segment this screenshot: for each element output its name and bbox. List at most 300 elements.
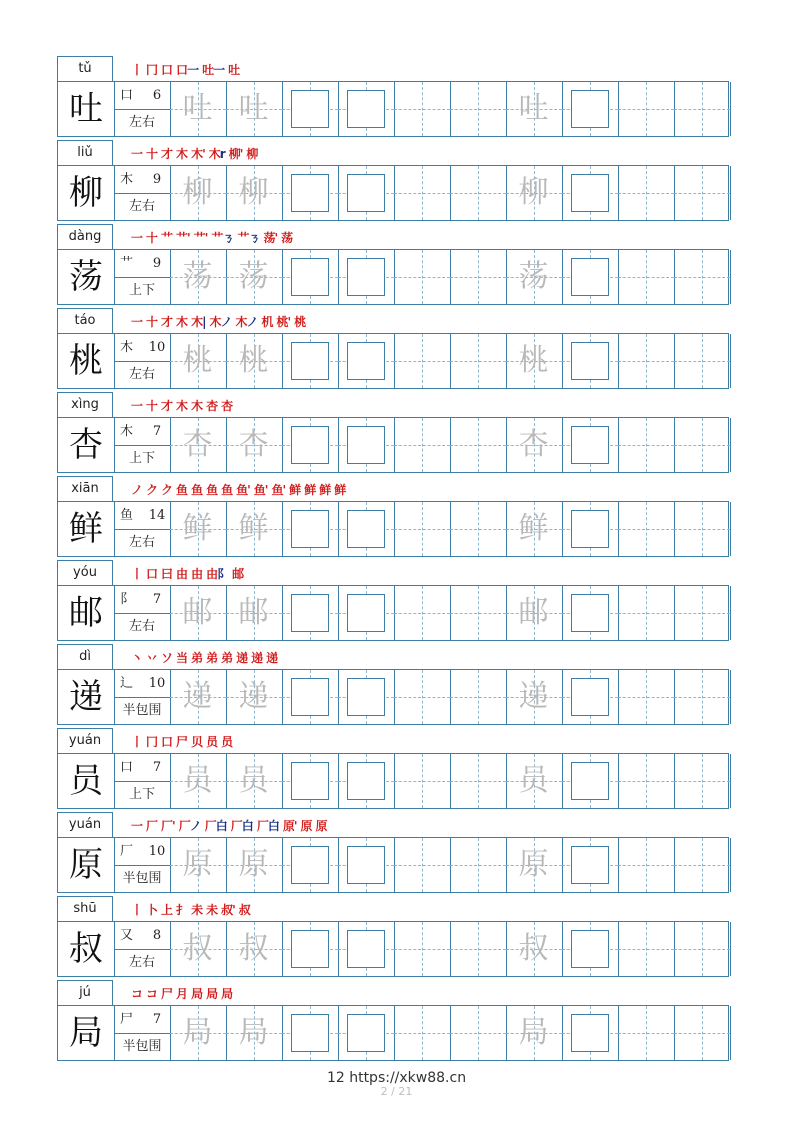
- stroke-order: [131, 817, 331, 839]
- writing-grid: [57, 753, 729, 809]
- stroke-step: 木: [176, 315, 188, 329]
- radical: 又: [120, 928, 134, 943]
- guide-line: [450, 277, 506, 278]
- stroke-step: 递: [236, 651, 248, 665]
- trace-character: 鲜: [238, 511, 269, 546]
- stroke-step: 木|: [191, 315, 206, 329]
- stroke-step: 鱼: [221, 483, 233, 497]
- structure-label: 左右: [128, 619, 155, 634]
- stroke-step: 厂白: [204, 819, 227, 833]
- stroke-step: 厂白: [256, 819, 279, 833]
- trace-character: 荡: [238, 259, 269, 294]
- practice-box[interactable]: [571, 1014, 609, 1052]
- guide-line: [394, 277, 450, 278]
- trace-character: 局: [182, 1015, 213, 1050]
- stroke-step: ク: [146, 483, 158, 497]
- stroke-step: 口: [146, 567, 158, 581]
- stroke-step: 由: [191, 567, 203, 581]
- stroke-step: 艹': [193, 231, 208, 245]
- radical: 艹: [120, 256, 134, 271]
- char-row: [57, 56, 729, 140]
- guide-line: [618, 613, 674, 614]
- practice-box[interactable]: [347, 930, 385, 968]
- char-row: [57, 812, 729, 896]
- guide-line: [618, 1033, 674, 1034]
- stroke-step: 丨: [131, 63, 143, 77]
- stroke-step: 桃': [276, 315, 291, 329]
- practice-box[interactable]: [291, 90, 329, 128]
- stroke-step: 鱼': [253, 483, 268, 497]
- radical: 鱼: [120, 508, 134, 523]
- guide-line: [618, 781, 674, 782]
- guide-line: [618, 697, 674, 698]
- stroke-step: 弟: [221, 651, 233, 665]
- stroke-step: 原: [315, 819, 327, 833]
- grid-line: [730, 1006, 731, 1060]
- practice-box[interactable]: [571, 510, 609, 548]
- pinyin: xìng: [57, 392, 113, 417]
- stroke-step: 当: [176, 651, 188, 665]
- stroke-count: 14: [148, 508, 166, 523]
- char-row: [57, 728, 729, 812]
- grid-line: [730, 418, 731, 472]
- trace-character: 员: [182, 763, 213, 798]
- practice-box[interactable]: [347, 594, 385, 632]
- stroke-step: 丨: [131, 567, 143, 581]
- stroke-step: 鱼: [176, 483, 188, 497]
- guide-line: [618, 109, 674, 110]
- stroke-step: 月: [176, 987, 188, 1001]
- char-row: [57, 308, 729, 392]
- trace-character: 员: [238, 763, 269, 798]
- trace-character: 邮: [238, 595, 269, 630]
- grid-line: [730, 82, 731, 136]
- stroke-step: 递: [266, 651, 278, 665]
- stroke-step: 柳: [246, 147, 258, 161]
- guide-line: [618, 529, 674, 530]
- pinyin: yóu: [57, 560, 113, 585]
- practice-box[interactable]: [571, 930, 609, 968]
- main-character: 吐: [69, 89, 103, 129]
- stroke-order: [131, 985, 236, 1007]
- footer-text: 12 https://xkw88.cn: [326, 1070, 467, 1086]
- stroke-step: 丨: [131, 735, 143, 749]
- practice-box[interactable]: [571, 342, 609, 380]
- stroke-step: 十: [146, 399, 158, 413]
- practice-box[interactable]: [291, 510, 329, 548]
- stroke-step: 十: [146, 315, 158, 329]
- practice-box[interactable]: [571, 90, 609, 128]
- trace-character: 杏: [238, 427, 269, 462]
- stroke-step: 艹ㄋ: [211, 231, 234, 245]
- char-row: [57, 224, 729, 308]
- guide-line: [674, 361, 730, 362]
- radical: 木: [120, 172, 134, 187]
- stroke-step: 杏: [221, 399, 233, 413]
- practice-box[interactable]: [347, 510, 385, 548]
- stroke-step: 鱼: [206, 483, 218, 497]
- practice-box[interactable]: [571, 594, 609, 632]
- stroke-step: 尸: [161, 987, 173, 1001]
- practice-box[interactable]: [571, 678, 609, 716]
- stroke-step: 丷: [146, 651, 158, 665]
- radical: 厂: [120, 844, 134, 859]
- pinyin: liǔ: [57, 140, 113, 165]
- trace-character: 递: [182, 679, 213, 714]
- stroke-order: [131, 229, 296, 251]
- stroke-step: 木': [191, 147, 205, 161]
- trace-character: 局: [238, 1015, 269, 1050]
- stroke-step: 厂白: [230, 819, 253, 833]
- grid-line: [730, 838, 731, 892]
- practice-box[interactable]: [291, 1014, 329, 1052]
- stroke-step: 木r: [208, 147, 225, 161]
- grid-line: [730, 754, 731, 808]
- structure-label: 左右: [128, 115, 155, 130]
- practice-box[interactable]: [571, 426, 609, 464]
- guide-line: [450, 949, 506, 950]
- stroke-step: 尸: [176, 735, 188, 749]
- stroke-step: 鲜: [334, 483, 346, 497]
- grid-line: [730, 922, 731, 976]
- practice-box[interactable]: [347, 1014, 385, 1052]
- main-character: 桃: [69, 341, 103, 381]
- stroke-step: 上: [161, 903, 173, 917]
- guide-line: [674, 697, 730, 698]
- writing-grid: [57, 921, 729, 977]
- pinyin: jú: [57, 980, 113, 1005]
- stroke-step: 才: [161, 315, 173, 329]
- writing-grid: [57, 837, 729, 893]
- main-character: 邮: [69, 593, 103, 633]
- guide-line: [674, 109, 730, 110]
- pinyin: tǔ: [57, 56, 113, 81]
- char-row: [57, 644, 729, 728]
- guide-line: [450, 1033, 506, 1034]
- stroke-step: 冂: [146, 735, 158, 749]
- stroke-step: ソ: [161, 651, 173, 665]
- trace-character: 叔: [518, 931, 549, 966]
- main-character: 局: [69, 1013, 103, 1053]
- guide-line: [450, 445, 506, 446]
- stroke-count: 10: [148, 844, 166, 859]
- guide-line: [394, 697, 450, 698]
- structure-label: 上下: [128, 283, 155, 298]
- stroke-step: 员: [206, 735, 218, 749]
- stroke-step: 鱼: [191, 483, 203, 497]
- pinyin: dì: [57, 644, 113, 669]
- writing-grid: [57, 81, 729, 137]
- stroke-step: 才: [161, 399, 173, 413]
- pinyin: dàng: [57, 224, 113, 249]
- radical: 辶: [120, 676, 134, 691]
- stroke-count: 7: [152, 424, 162, 439]
- pinyin: yuán: [57, 728, 113, 753]
- stroke-count: 7: [152, 760, 162, 775]
- stroke-step: 厂: [146, 819, 158, 833]
- stroke-step: 吐: [228, 63, 240, 77]
- guide-line: [394, 193, 450, 194]
- practice-box[interactable]: [571, 846, 609, 884]
- practice-box[interactable]: [571, 762, 609, 800]
- radical: 阝: [120, 592, 134, 607]
- trace-character: 原: [518, 847, 549, 882]
- structure-label: 左右: [128, 955, 155, 970]
- guide-line: [394, 445, 450, 446]
- stroke-step: 才: [161, 147, 173, 161]
- stroke-step: 员: [221, 735, 233, 749]
- stroke-step: 局: [221, 987, 233, 1001]
- structure-label: 左右: [128, 535, 155, 550]
- practice-box[interactable]: [347, 90, 385, 128]
- practice-box[interactable]: [291, 594, 329, 632]
- stroke-order: [131, 733, 236, 755]
- char-row: [57, 476, 729, 560]
- trace-character: 桃: [238, 343, 269, 378]
- guide-line: [394, 613, 450, 614]
- writing-grid: [57, 669, 729, 725]
- practice-box[interactable]: [347, 342, 385, 380]
- guide-line: [394, 949, 450, 950]
- stroke-count: 6: [152, 88, 162, 103]
- stroke-step: 递: [251, 651, 263, 665]
- guide-line: [450, 109, 506, 110]
- main-character: 员: [69, 761, 103, 801]
- stroke-step: 木: [176, 399, 188, 413]
- stroke-step: 鲜: [304, 483, 316, 497]
- stroke-step: コ: [131, 987, 143, 1001]
- stroke-step: 邮: [232, 567, 244, 581]
- structure-label: 上下: [128, 451, 155, 466]
- grid-line: [730, 502, 731, 556]
- stroke-step: 口一: [176, 63, 199, 77]
- stroke-step: 弟: [206, 651, 218, 665]
- practice-box[interactable]: [347, 678, 385, 716]
- pinyin: yuán: [57, 812, 113, 837]
- main-character: 递: [69, 677, 103, 717]
- stroke-step: 局: [206, 987, 218, 1001]
- structure-label: 左右: [128, 199, 155, 214]
- practice-box[interactable]: [347, 258, 385, 296]
- stroke-step: 木ノ: [235, 315, 258, 329]
- stroke-step: 一: [131, 819, 143, 833]
- main-character: 鲜: [69, 509, 103, 549]
- trace-character: 柳: [238, 175, 269, 210]
- trace-character: 叔: [238, 931, 269, 966]
- stroke-step: 厂ノ: [178, 819, 201, 833]
- stroke-step: 口: [161, 735, 173, 749]
- writing-grid: [57, 501, 729, 557]
- stroke-step: コ: [146, 987, 158, 1001]
- trace-character: 邮: [518, 595, 549, 630]
- structure-label: 上下: [128, 787, 155, 802]
- guide-line: [618, 865, 674, 866]
- stroke-order: [131, 565, 247, 587]
- guide-line: [394, 361, 450, 362]
- trace-character: 邮: [182, 595, 213, 630]
- guide-line: [394, 865, 450, 866]
- practice-box[interactable]: [291, 342, 329, 380]
- guide-line: [450, 613, 506, 614]
- practice-box[interactable]: [347, 846, 385, 884]
- stroke-step: 原: [300, 819, 312, 833]
- stroke-step: 一: [131, 399, 143, 413]
- stroke-count: 9: [152, 256, 162, 271]
- stroke-step: 艹ㄋ: [237, 231, 260, 245]
- guide-line: [450, 865, 506, 866]
- stroke-step: 由: [176, 567, 188, 581]
- stroke-order: [131, 901, 254, 923]
- trace-character: 荡: [518, 259, 549, 294]
- stroke-count: 7: [152, 1012, 162, 1027]
- trace-character: 杏: [182, 427, 213, 462]
- stroke-step: 十: [146, 231, 158, 245]
- pinyin: shū: [57, 896, 113, 921]
- stroke-step: 桃: [294, 315, 306, 329]
- stroke-order: [131, 313, 309, 335]
- guide-line: [394, 1033, 450, 1034]
- trace-character: 员: [518, 763, 549, 798]
- practice-box[interactable]: [291, 930, 329, 968]
- stroke-count: 10: [148, 340, 166, 355]
- stroke-step: 鲜: [289, 483, 301, 497]
- main-character: 杏: [69, 425, 103, 465]
- guide-line: [394, 109, 450, 110]
- char-row: [57, 980, 729, 1064]
- trace-character: 递: [518, 679, 549, 714]
- stroke-step: 一: [131, 231, 143, 245]
- stroke-step: 曰: [161, 567, 173, 581]
- practice-box[interactable]: [291, 762, 329, 800]
- char-row: [57, 140, 729, 224]
- radical: 尸: [120, 1012, 134, 1027]
- practice-box[interactable]: [291, 174, 329, 212]
- writing-grid: [57, 333, 729, 389]
- stroke-step: 荡': [263, 231, 278, 245]
- guide-line: [674, 1033, 730, 1034]
- main-character: 叔: [69, 929, 103, 969]
- practice-box[interactable]: [291, 678, 329, 716]
- grid-line: [730, 586, 731, 640]
- stroke-step: 厂': [161, 819, 175, 833]
- trace-character: 鲜: [518, 511, 549, 546]
- radical: 口: [120, 760, 134, 775]
- guide-line: [618, 949, 674, 950]
- writing-grid: [57, 585, 729, 641]
- stroke-step: 十: [146, 147, 158, 161]
- guide-line: [674, 529, 730, 530]
- grid-line: [730, 670, 731, 724]
- stroke-order: [131, 397, 236, 419]
- practice-box[interactable]: [291, 426, 329, 464]
- stroke-step: 艹': [176, 231, 190, 245]
- structure-label: 半包围: [122, 703, 162, 718]
- stroke-step: 木: [176, 147, 188, 161]
- stroke-step: 叔: [238, 903, 250, 917]
- trace-character: 原: [238, 847, 269, 882]
- guide-line: [450, 697, 506, 698]
- stroke-step: 艹: [161, 231, 173, 245]
- guide-line: [674, 781, 730, 782]
- char-row: [57, 560, 729, 644]
- guide-line: [674, 277, 730, 278]
- guide-line: [450, 529, 506, 530]
- structure-label: 半包围: [122, 871, 162, 886]
- trace-character: 局: [518, 1015, 549, 1050]
- stroke-step: ノ: [131, 483, 143, 497]
- trace-character: 吐: [182, 91, 213, 126]
- writing-grid: [57, 417, 729, 473]
- practice-box[interactable]: [571, 174, 609, 212]
- trace-character: 吐: [518, 91, 549, 126]
- trace-character: 杏: [518, 427, 549, 462]
- char-row: [57, 392, 729, 476]
- trace-character: 柳: [518, 175, 549, 210]
- writing-grid: [57, 165, 729, 221]
- trace-character: 桃: [518, 343, 549, 378]
- stroke-step: 鲜: [319, 483, 331, 497]
- stroke-order: [131, 145, 261, 167]
- practice-box[interactable]: [291, 258, 329, 296]
- practice-box[interactable]: [291, 846, 329, 884]
- trace-character: 桃: [182, 343, 213, 378]
- stroke-count: 7: [152, 592, 162, 607]
- structure-label: 左右: [128, 367, 155, 382]
- radical: 木: [120, 340, 134, 355]
- trace-character: 荡: [182, 259, 213, 294]
- char-row: [57, 896, 729, 980]
- guide-line: [618, 193, 674, 194]
- stroke-step: 鱼': [236, 483, 250, 497]
- main-character: 荡: [69, 257, 103, 297]
- main-character: 原: [69, 845, 103, 885]
- trace-character: 鲜: [182, 511, 213, 546]
- trace-character: 叔: [182, 931, 213, 966]
- stroke-step: 冂: [146, 63, 158, 77]
- stroke-step: 卜: [146, 903, 158, 917]
- stroke-step: 鱼': [271, 483, 286, 497]
- stroke-step: 杏: [206, 399, 218, 413]
- stroke-step: 丨: [131, 903, 143, 917]
- guide-line: [674, 445, 730, 446]
- guide-line: [450, 361, 506, 362]
- trace-character: 柳: [182, 175, 213, 210]
- stroke-step: 柳': [228, 147, 243, 161]
- guide-line: [674, 613, 730, 614]
- stroke-step: 未: [206, 903, 218, 917]
- guide-line: [450, 781, 506, 782]
- trace-character: 原: [182, 847, 213, 882]
- practice-box[interactable]: [347, 426, 385, 464]
- pinyin: xiān: [57, 476, 113, 501]
- grid-line: [730, 250, 731, 304]
- practice-box[interactable]: [347, 762, 385, 800]
- stroke-step: 机: [261, 315, 273, 329]
- stroke-step: 吐一: [202, 63, 225, 77]
- guide-line: [674, 193, 730, 194]
- radical: 口: [120, 88, 134, 103]
- guide-line: [674, 865, 730, 866]
- main-character: 柳: [69, 173, 103, 213]
- stroke-step: 弟: [191, 651, 203, 665]
- practice-box[interactable]: [571, 258, 609, 296]
- stroke-count: 9: [152, 172, 162, 187]
- stroke-step: 丶: [131, 651, 143, 665]
- practice-box[interactable]: [347, 174, 385, 212]
- stroke-step: 口: [161, 63, 173, 77]
- stroke-step: 一: [131, 147, 143, 161]
- guide-line: [618, 445, 674, 446]
